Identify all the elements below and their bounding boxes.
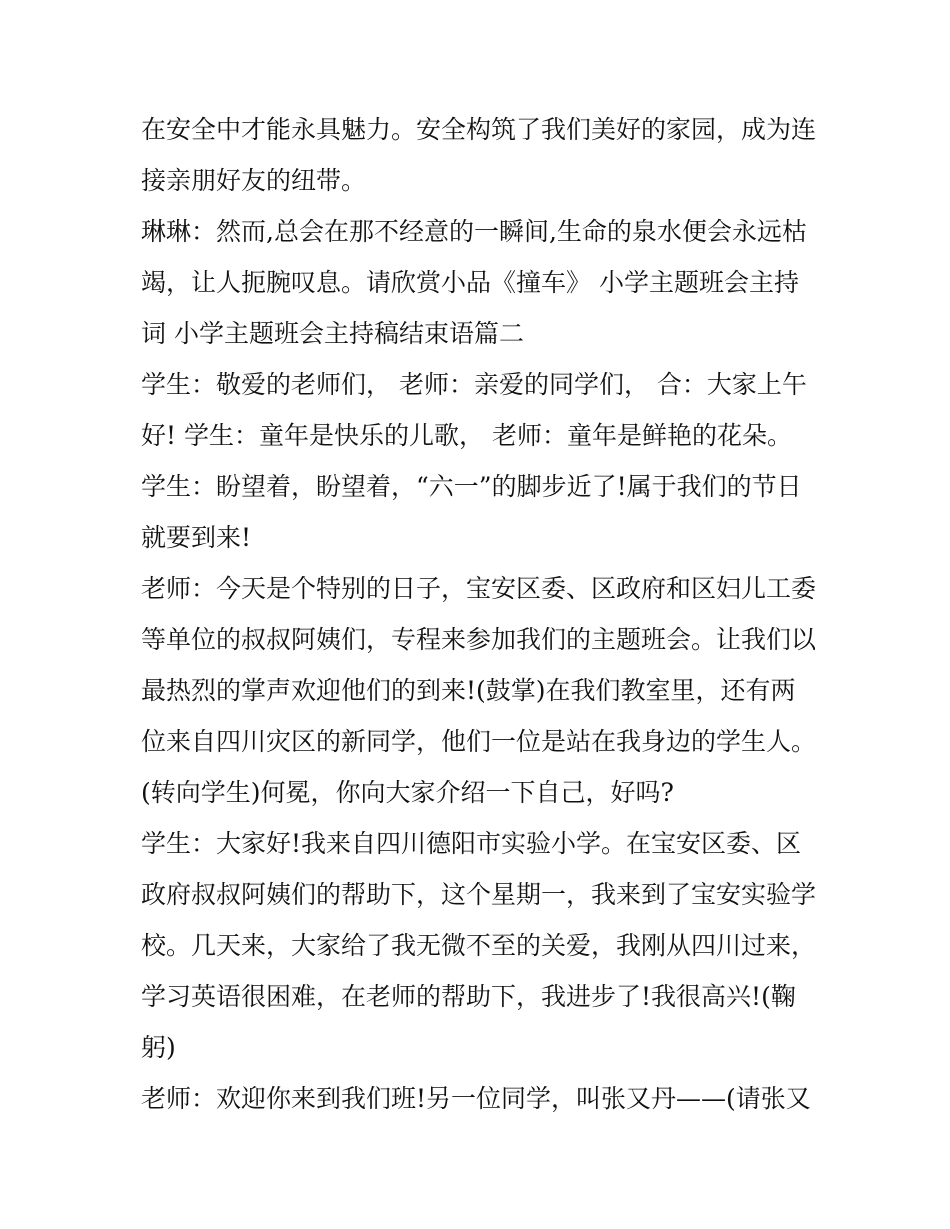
text-line: 就要到来! [141, 523, 252, 552]
text-line: 最热烈的掌声欢迎他们的到来!(鼓掌)在我们教室里，还有两 [141, 676, 796, 705]
text-line: 老师：今天是个特别的日子，宝安区委、区政府和区妇儿工委 [141, 574, 817, 603]
text-line: (转向学生)何冕，你向大家介绍一下自己，好吗? [141, 778, 674, 807]
text-line: 接亲朋好友的纽带。 [141, 166, 367, 195]
text-line: 词 小学主题班会主持稿结束语篇二 [141, 319, 524, 348]
text-line: 好! 学生：童年是快乐的儿歌， 老师：童年是鲜艳的花朵。 [141, 421, 792, 450]
text-line: 位来自四川灾区的新同学，他们一位是站在我身边的学生人。 [141, 727, 817, 756]
text-line: 在安全中才能永具魅力。安全构筑了我们美好的家园，成为连 [141, 115, 817, 144]
text-line: 老师：欢迎你来到我们班!另一位同学，叫张又丹——(请张又 [141, 1084, 811, 1113]
text-line: 学习英语很困难，在老师的帮助下，我进步了!我很高兴!(鞠 [141, 982, 796, 1011]
text-line: 学生：盼望着，盼望着，“六一”的脚步近了!属于我们的节日 [141, 472, 802, 501]
text-line: 政府叔叔阿姨们的帮助下，这个星期一，我来到了宝安实验学 [141, 880, 817, 909]
text-line: 学生：敬爱的老师们， 老师：亲爱的同学们， 合：大家上午 [141, 370, 807, 399]
document-body [141, 104, 821, 1124]
text-line: 学生：大家好!我来自四川德阳市实验小学。在宝安区委、区 [141, 829, 802, 858]
text-line: 竭，让人扼腕叹息。请欣赏小品《撞车》 小学主题班会主持 [141, 268, 799, 297]
text-line: 躬) [141, 1033, 176, 1062]
text-line: 等单位的叔叔阿姨们，专程来参加我们的主题班会。让我们以 [141, 625, 817, 654]
text-line: 琳琳：然而,总会在那不经意的一瞬间,生命的泉水便会永远枯 [141, 217, 807, 246]
text-line: 校。几天来，大家给了我无微不至的关爱，我刚从四川过来， [141, 931, 817, 960]
